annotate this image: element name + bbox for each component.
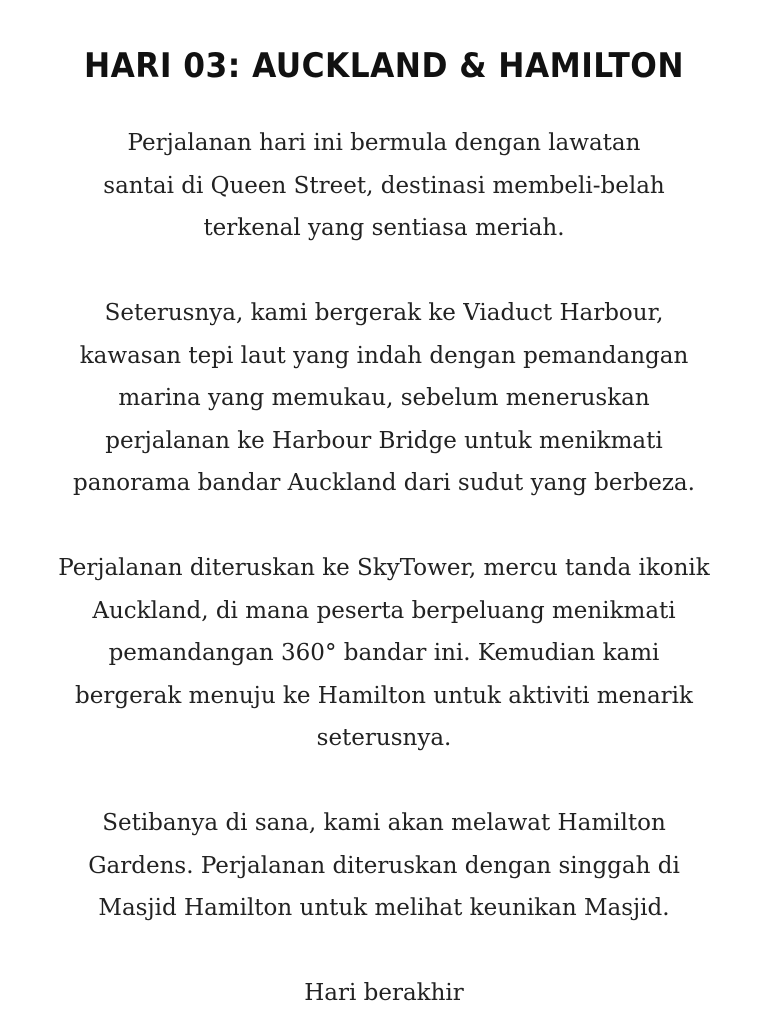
paragraph-viaduct-harbour [34,292,734,505]
paragraph-skytower [34,547,734,760]
paragraph-line: Auckland, di mana peserta berpeluang menikmati [92,597,676,624]
paragraph-line: kawasan tepi laut yang indah dengan pemandangan [79,342,689,369]
paragraph-line: perjalanan ke Harbour Bridge untuk menikmati [105,427,663,454]
paragraph-line: Masjid Hamilton untuk melihat keunikan Masjid. [98,895,670,921]
paragraph-line: bergerak menuju ke Hamilton untuk aktiviti menarik [75,682,693,709]
page-title: HARI 03: AUCKLAND & HAMILTON [83,46,685,86]
paragraph-line: Seterusnya, kami bergerak ke Viaduct Harbour, [104,300,664,326]
closing-line: Hari berakhir [304,980,464,1006]
paragraph-line: pemandangan 360° bandar ini. Kemudian kami [108,640,660,666]
paragraph-line: terkenal yang sentiasa meriah. [203,215,565,241]
paragraph-hamilton [34,802,734,930]
paragraph-queen-street [34,122,734,250]
itinerary-body [34,122,734,1015]
paragraph-line: marina yang memukau, sebelum meneruskan [118,385,650,411]
paragraph-line: Perjalanan hari ini bermula dengan lawatan [127,130,641,156]
paragraph-line: santai di Queen Street, destinasi membeli-belah [103,172,665,199]
paragraph-line: panorama bandar Auckland dari sudut yang berbeza. [73,470,695,496]
paragraph-line: Gardens. Perjalanan diteruskan dengan singgah di [88,852,680,879]
paragraph-line: Setibanya di sana, kami akan melawat Hamilton [102,810,666,836]
paragraph-line: seterusnya. [316,725,452,751]
paragraph-line: Perjalanan diteruskan ke SkyTower, mercu tanda ikonik [58,555,710,581]
